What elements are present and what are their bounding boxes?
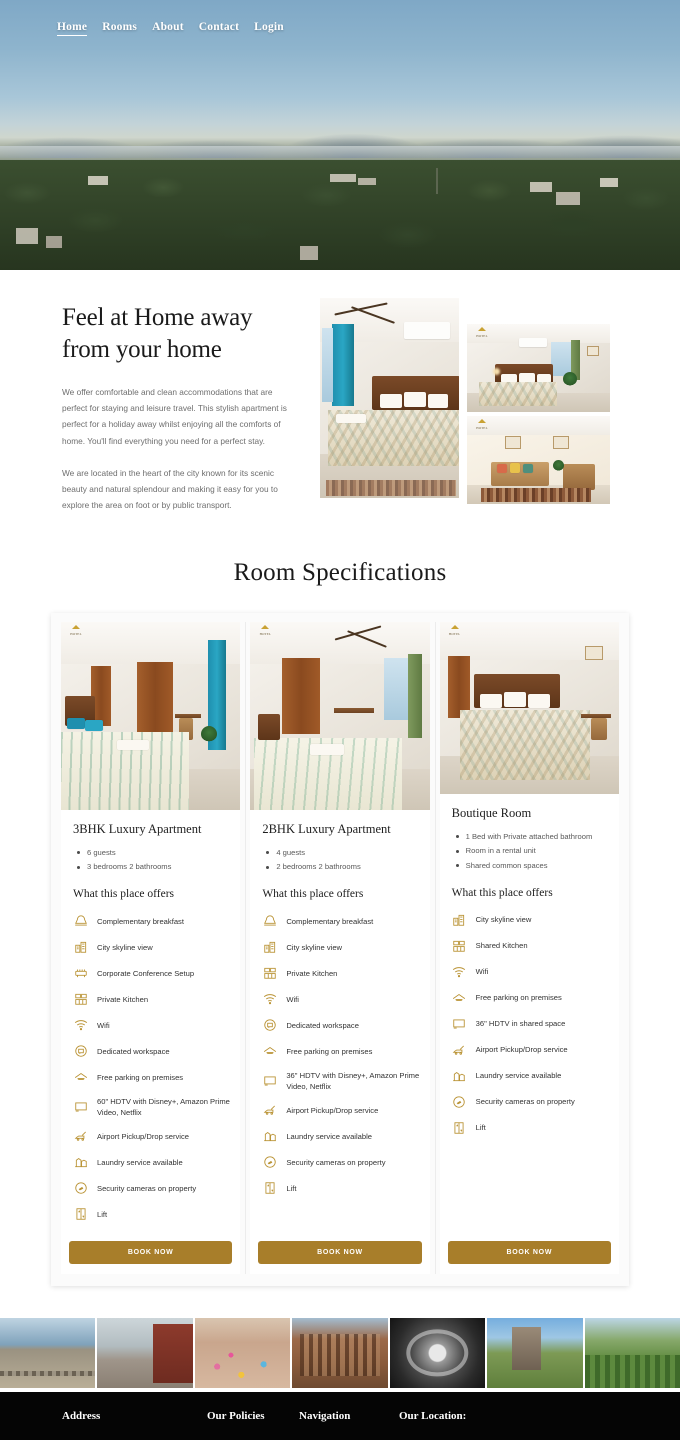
hero-building: [530, 182, 552, 192]
amenities-list: [73, 908, 230, 1227]
amenity-label: Airport Pickup/Drop service: [286, 1105, 379, 1115]
hero-antenna-tower: [436, 168, 438, 194]
amenity-item: [452, 959, 609, 985]
amenity-label: Airport Pickup/Drop service: [475, 1045, 568, 1055]
room-card-3bhk[interactable]: [61, 622, 240, 1274]
room-cards-container: [51, 613, 629, 1286]
about-image-collage: [320, 298, 610, 513]
amenity-label: City skyline view: [97, 942, 153, 952]
amenity-label: Complementary breakfast: [97, 916, 184, 926]
about-image-bedroom-teal: [320, 298, 459, 498]
amenity-item: [452, 985, 609, 1011]
gallery-item-stadium-dome[interactable]: [390, 1318, 485, 1388]
amenity-item: [452, 1115, 609, 1141]
list-item: 4 guests: [262, 845, 419, 859]
wifi-icon: [452, 964, 467, 979]
amenity-label: Lift: [286, 1183, 297, 1193]
amenity-label: Wifi: [475, 967, 489, 977]
amenity-label: Airport Pickup/Drop service: [97, 1131, 190, 1141]
amenity-item: [452, 1089, 609, 1115]
amenity-item: [73, 1090, 230, 1123]
about-image-stack: [467, 298, 610, 513]
nav-item-rooms[interactable]: Rooms: [102, 21, 138, 33]
amenity-label: Private Kitchen: [97, 994, 149, 1004]
amenity-label: 36" HDTV in shared space: [475, 1019, 566, 1029]
amenity-item: [262, 1149, 419, 1175]
list-item: Room in a rental unit: [452, 844, 609, 858]
amenity-label: Complementary breakfast: [286, 916, 374, 926]
footer-column-location: Our Location:: [399, 1410, 467, 1423]
amenity-item: [73, 1012, 230, 1038]
gallery-item-railway-track[interactable]: [0, 1318, 95, 1388]
hero-building: [16, 228, 38, 244]
amenity-label: Laundry service available: [286, 1131, 373, 1141]
amenity-item: [452, 1063, 609, 1089]
airport-shuttle-icon: [452, 1042, 467, 1057]
amenity-item: [262, 1012, 419, 1038]
tv-icon: [452, 1016, 467, 1031]
about-paragraph-2: We are located in the heart of the city known for its scenic beauty and natural splendour and making it easy for you to explore the area on foot or by public transport.: [62, 467, 278, 511]
room-card-image: [250, 622, 429, 810]
nav-item-login[interactable]: Login: [254, 21, 284, 33]
laundry-icon: [452, 1068, 467, 1083]
hero-building: [88, 176, 108, 185]
amenities-list: [262, 908, 419, 1201]
about-image-watermark: HOTEL: [471, 419, 493, 430]
offers-heading: What this place offers: [262, 888, 364, 901]
conference-icon: [73, 966, 88, 981]
room-card-bullets: [262, 845, 419, 874]
gallery-item-street-festival[interactable]: [195, 1318, 290, 1388]
amenity-item: [73, 986, 230, 1012]
about-title: Feel at Home away from your home: [62, 304, 253, 363]
room-card-watermark: HOTEL: [444, 625, 466, 636]
amenity-item: [262, 1175, 419, 1201]
room-card-bullets: [73, 845, 230, 874]
room-card-boutique[interactable]: [440, 622, 619, 1274]
amenity-label: Wifi: [286, 994, 299, 1004]
amenity-label: Free parking on premises: [475, 993, 562, 1003]
amenity-item: [262, 986, 419, 1012]
lift-icon: [73, 1207, 88, 1222]
wifi-icon: [73, 1018, 88, 1033]
hero-banner: [0, 0, 680, 270]
about-paragraph-1: We offer comfortable and clean accommodations that are perfect for staying and leisure travel. This stylish apartment is perfect for a holiday away whilst enjoying all the comforts of home. You'll find everything you need for a perfect stay.: [62, 387, 287, 446]
amenity-item: [262, 1123, 419, 1149]
gallery-item-heritage-ruins[interactable]: [487, 1318, 582, 1388]
security-camera-icon: [73, 1181, 88, 1196]
offers-heading: What this place offers: [451, 886, 553, 899]
amenity-label: Laundry service available: [97, 1157, 183, 1167]
about-image-living-room: [467, 416, 610, 504]
amenity-label: Private Kitchen: [286, 968, 338, 978]
city-skyline-icon: [73, 940, 88, 955]
hero-building: [330, 174, 356, 182]
room-card-body: [440, 794, 619, 1227]
room-card-watermark: HOTEL: [254, 625, 276, 636]
wifi-icon: [262, 992, 277, 1007]
list-item: 2 bedrooms 2 bathrooms: [262, 860, 419, 874]
gallery-item-old-town[interactable]: [292, 1318, 387, 1388]
footer-column-navigation: Navigation: [299, 1410, 351, 1423]
amenity-label: City skyline view: [286, 942, 343, 952]
book-now-button[interactable]: BOOK NOW: [258, 1241, 421, 1264]
room-card-2bhk[interactable]: [250, 622, 429, 1274]
amenity-label: Corporate Conference Setup: [97, 968, 195, 978]
list-item: 6 guests: [73, 845, 230, 859]
breakfast-icon: [73, 914, 88, 929]
amenity-item: [73, 1201, 230, 1227]
amenity-label: City skyline view: [475, 915, 532, 925]
kitchen-icon: [262, 966, 277, 981]
about-section: [0, 270, 680, 529]
about-text-column: [62, 298, 294, 529]
photo-gallery-strip: [0, 1314, 680, 1392]
amenity-item: [73, 908, 230, 934]
amenity-item: [73, 1038, 230, 1064]
nav-item-about[interactable]: About: [152, 21, 184, 33]
nav-item-home[interactable]: Home: [57, 21, 87, 36]
city-skyline-icon: [452, 912, 467, 927]
amenity-item: [262, 1038, 419, 1064]
tv-icon: [73, 1099, 88, 1114]
amenity-item: [452, 1037, 609, 1063]
room-card-title: Boutique Room: [451, 806, 532, 821]
tv-icon: [262, 1073, 277, 1088]
security-camera-icon: [452, 1094, 467, 1109]
amenity-item: [262, 960, 419, 986]
about-image-watermark: HOTEL: [471, 327, 493, 338]
amenity-item: [452, 933, 609, 959]
book-now-button[interactable]: BOOK NOW: [69, 1241, 232, 1264]
amenity-item: [262, 1097, 419, 1123]
workspace-icon: [262, 1018, 277, 1033]
amenity-label: Laundry service available: [475, 1071, 562, 1081]
amenity-label: 36" HDTV with Disney+, Amazon Prime Video, Netflix: [286, 1070, 420, 1091]
parking-icon: [262, 1044, 277, 1059]
laundry-icon: [262, 1129, 277, 1144]
amenity-item: [73, 934, 230, 960]
hero-building: [300, 246, 318, 260]
main-navigation: [0, 0, 680, 56]
room-card-title: 3BHK Luxury Apartment: [73, 822, 202, 837]
amenity-label: Lift: [97, 1209, 108, 1219]
amenity-item: [262, 934, 419, 960]
breakfast-icon: [262, 914, 277, 929]
amenity-label: Security cameras on property: [286, 1157, 386, 1167]
gallery-item-train-station[interactable]: [97, 1318, 192, 1388]
kitchen-icon: [452, 938, 467, 953]
kitchen-icon: [73, 992, 88, 1007]
book-now-button[interactable]: BOOK NOW: [448, 1241, 611, 1264]
room-card-title: 2BHK Luxury Apartment: [262, 822, 391, 837]
room-card-image: [440, 622, 619, 794]
amenity-label: Security cameras on property: [97, 1183, 197, 1193]
list-item: 3 bedrooms 2 bathrooms: [73, 860, 230, 874]
amenity-label: 60" HDTV with Disney+, Amazon Prime Video, Netflix: [97, 1096, 230, 1117]
amenity-item: [73, 1123, 230, 1149]
city-skyline-icon: [262, 940, 277, 955]
security-camera-icon: [262, 1155, 277, 1170]
room-card-watermark: HOTEL: [65, 625, 87, 636]
hero-building: [556, 192, 580, 205]
amenity-item: [73, 1149, 230, 1175]
gallery-item-tea-garden[interactable]: [585, 1318, 680, 1388]
amenity-item: [262, 1064, 419, 1097]
footer-column-address: Address: [62, 1410, 101, 1423]
lift-icon: [262, 1181, 277, 1196]
room-card-body: [61, 810, 240, 1227]
list-item: Shared common spaces: [452, 858, 609, 872]
parking-icon: [452, 990, 467, 1005]
amenity-label: Wifi: [97, 1020, 110, 1030]
amenity-label: Dedicated workspace: [97, 1046, 170, 1056]
amenity-item: [73, 1064, 230, 1090]
hero-building: [600, 178, 618, 187]
workspace-icon: [73, 1044, 88, 1059]
room-card-image: [61, 622, 240, 810]
offers-heading: What this place offers: [73, 888, 175, 901]
amenity-label: Lift: [475, 1123, 486, 1133]
footer-column-policies: Our Policies: [207, 1410, 265, 1423]
amenity-item: [73, 1175, 230, 1201]
amenity-label: Free parking on premises: [97, 1072, 184, 1082]
parking-icon: [73, 1070, 88, 1085]
amenity-item: [452, 1011, 609, 1037]
amenity-label: Dedicated workspace: [286, 1020, 359, 1030]
room-specifications-heading: Room Specifications: [233, 559, 447, 587]
lift-icon: [452, 1120, 467, 1135]
room-card-bullets: [452, 829, 609, 872]
airport-shuttle-icon: [73, 1129, 88, 1144]
amenities-list: [452, 907, 609, 1141]
about-image-bedroom-green: [467, 324, 610, 412]
nav-item-contact[interactable]: Contact: [198, 21, 240, 33]
list-item: 1 Bed with Private attached bathroom: [452, 829, 609, 843]
amenity-label: Shared Kitchen: [475, 941, 528, 951]
amenity-label: Security cameras on property: [475, 1097, 575, 1107]
airport-shuttle-icon: [262, 1103, 277, 1118]
amenity-label: Free parking on premises: [286, 1046, 373, 1056]
hero-building: [358, 178, 376, 185]
amenity-item: [452, 907, 609, 933]
amenity-item: [262, 908, 419, 934]
room-card-body: [250, 810, 429, 1227]
site-footer: [0, 1392, 680, 1440]
amenity-item: [73, 960, 230, 986]
laundry-icon: [73, 1155, 88, 1170]
hero-building: [46, 236, 62, 248]
